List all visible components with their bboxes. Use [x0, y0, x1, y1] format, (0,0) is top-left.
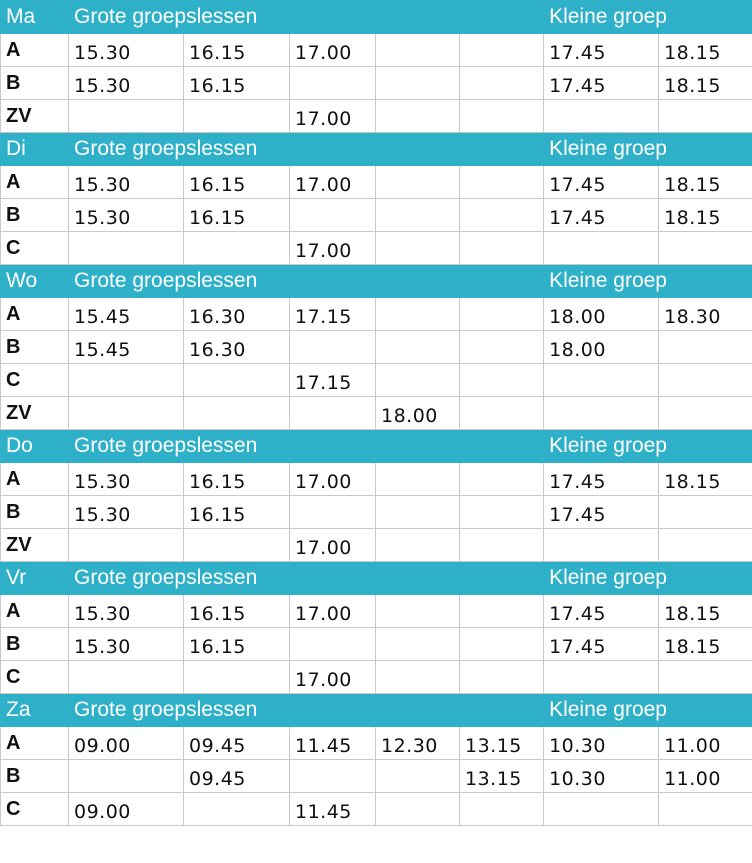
- time-cell: 18.15: [659, 166, 752, 199]
- time-cell: [376, 364, 460, 397]
- time-cell: 15.30: [69, 463, 184, 496]
- time-cell: [184, 100, 290, 133]
- time-cell: [376, 166, 460, 199]
- group-label: A: [1, 595, 69, 628]
- time-cell: [460, 397, 544, 430]
- group-label: A: [1, 463, 69, 496]
- day-header-row: [1, 1, 752, 34]
- time-cell: [290, 628, 376, 661]
- time-cell: 15.30: [69, 34, 184, 67]
- time-cell: 17.00: [290, 232, 376, 265]
- group-label: B: [1, 67, 69, 100]
- table-row: [1, 232, 752, 265]
- time-cell: [544, 100, 659, 133]
- time-cell: 15.30: [69, 595, 184, 628]
- time-cell: 17.45: [544, 496, 659, 529]
- time-cell: [659, 661, 752, 694]
- time-cell: 16.30: [184, 331, 290, 364]
- table-row: [1, 727, 752, 760]
- time-cell: [184, 529, 290, 562]
- day-label: Ma: [1, 1, 69, 34]
- time-cell: [659, 496, 752, 529]
- time-cell: 17.00: [290, 463, 376, 496]
- time-cell: [460, 793, 544, 826]
- time-cell: [290, 67, 376, 100]
- time-cell: [184, 661, 290, 694]
- time-cell: 17.00: [290, 34, 376, 67]
- time-cell: [659, 331, 752, 364]
- table-row: [1, 166, 752, 199]
- time-cell: 18.15: [659, 595, 752, 628]
- time-cell: [376, 760, 460, 793]
- time-cell: [376, 298, 460, 331]
- table-row: [1, 595, 752, 628]
- time-cell: 09.00: [69, 793, 184, 826]
- time-cell: [659, 232, 752, 265]
- time-cell: [290, 331, 376, 364]
- group-label: C: [1, 364, 69, 397]
- time-cell: [290, 199, 376, 232]
- table-row: [1, 331, 752, 364]
- time-cell: 18.00: [376, 397, 460, 430]
- group-label: C: [1, 793, 69, 826]
- time-cell: [290, 397, 376, 430]
- table-row: [1, 661, 752, 694]
- group-label: ZV: [1, 397, 69, 430]
- time-cell: 16.15: [184, 34, 290, 67]
- time-cell: [69, 529, 184, 562]
- time-cell: [460, 298, 544, 331]
- time-cell: [544, 232, 659, 265]
- time-cell: 18.15: [659, 67, 752, 100]
- group-label: B: [1, 760, 69, 793]
- day-header-row: [1, 265, 752, 298]
- small-group-header: Kleine groep: [544, 430, 752, 463]
- day-header-row: [1, 562, 752, 595]
- time-cell: [184, 232, 290, 265]
- time-cell: 17.00: [290, 100, 376, 133]
- day-label: Do: [1, 430, 69, 463]
- table-row: [1, 67, 752, 100]
- time-cell: 16.15: [184, 595, 290, 628]
- time-cell: [659, 529, 752, 562]
- time-cell: [376, 34, 460, 67]
- time-cell: [69, 364, 184, 397]
- time-cell: [376, 496, 460, 529]
- time-cell: 18.15: [659, 463, 752, 496]
- time-cell: 16.15: [184, 496, 290, 529]
- time-cell: 18.00: [544, 331, 659, 364]
- time-cell: [460, 67, 544, 100]
- time-cell: 15.45: [69, 331, 184, 364]
- table-row: [1, 529, 752, 562]
- time-cell: [659, 100, 752, 133]
- time-cell: [69, 232, 184, 265]
- large-group-header: Grote groepslessen: [69, 265, 544, 298]
- time-cell: 10.30: [544, 727, 659, 760]
- group-label: B: [1, 628, 69, 661]
- day-label: Za: [1, 694, 69, 727]
- group-label: C: [1, 661, 69, 694]
- large-group-header: Grote groepslessen: [69, 1, 544, 34]
- time-cell: 17.45: [544, 34, 659, 67]
- time-cell: 16.15: [184, 463, 290, 496]
- day-header-row: [1, 430, 752, 463]
- time-cell: [460, 529, 544, 562]
- time-cell: [376, 199, 460, 232]
- time-cell: 17.15: [290, 298, 376, 331]
- time-cell: [460, 100, 544, 133]
- time-cell: 17.45: [544, 463, 659, 496]
- time-cell: 17.00: [290, 166, 376, 199]
- time-cell: 15.30: [69, 67, 184, 100]
- time-cell: 18.15: [659, 199, 752, 232]
- schedule-body: [1, 1, 752, 826]
- time-cell: 17.00: [290, 529, 376, 562]
- day-label: Vr: [1, 562, 69, 595]
- time-cell: 15.30: [69, 496, 184, 529]
- time-cell: 16.15: [184, 166, 290, 199]
- time-cell: [460, 628, 544, 661]
- time-cell: 09.45: [184, 760, 290, 793]
- time-cell: [460, 34, 544, 67]
- time-cell: [184, 793, 290, 826]
- table-row: [1, 298, 752, 331]
- time-cell: [460, 496, 544, 529]
- table-row: [1, 760, 752, 793]
- time-cell: [69, 100, 184, 133]
- time-cell: [544, 364, 659, 397]
- time-cell: 18.15: [659, 628, 752, 661]
- day-header-row: [1, 133, 752, 166]
- table-row: [1, 628, 752, 661]
- time-cell: [290, 760, 376, 793]
- time-cell: 17.15: [290, 364, 376, 397]
- large-group-header: Grote groepslessen: [69, 562, 544, 595]
- day-header-row: [1, 694, 752, 727]
- time-cell: 17.45: [544, 199, 659, 232]
- time-cell: 17.00: [290, 595, 376, 628]
- large-group-header: Grote groepslessen: [69, 694, 544, 727]
- time-cell: [460, 661, 544, 694]
- table-row: [1, 34, 752, 67]
- time-cell: 15.30: [69, 166, 184, 199]
- time-cell: 09.00: [69, 727, 184, 760]
- time-cell: [376, 463, 460, 496]
- time-cell: 17.00: [290, 661, 376, 694]
- table-row: [1, 463, 752, 496]
- table-row: [1, 364, 752, 397]
- group-label: B: [1, 331, 69, 364]
- time-cell: [544, 529, 659, 562]
- time-cell: [376, 67, 460, 100]
- time-cell: 18.15: [659, 34, 752, 67]
- time-cell: [460, 232, 544, 265]
- time-cell: 17.45: [544, 166, 659, 199]
- time-cell: 15.30: [69, 628, 184, 661]
- time-cell: [460, 331, 544, 364]
- group-label: B: [1, 199, 69, 232]
- group-label: A: [1, 298, 69, 331]
- time-cell: [184, 397, 290, 430]
- table-row: [1, 199, 752, 232]
- table-row: [1, 496, 752, 529]
- small-group-header: Kleine groep: [544, 562, 752, 595]
- time-cell: [460, 166, 544, 199]
- time-cell: [184, 364, 290, 397]
- time-cell: 18.30: [659, 298, 752, 331]
- time-cell: 13.15: [460, 727, 544, 760]
- time-cell: [290, 496, 376, 529]
- group-label: ZV: [1, 100, 69, 133]
- table-row: [1, 100, 752, 133]
- time-cell: [376, 595, 460, 628]
- time-cell: [69, 661, 184, 694]
- group-label: A: [1, 166, 69, 199]
- table-row: [1, 793, 752, 826]
- time-cell: [376, 232, 460, 265]
- time-cell: [460, 199, 544, 232]
- time-cell: 17.45: [544, 628, 659, 661]
- time-cell: [544, 661, 659, 694]
- time-cell: [376, 331, 460, 364]
- time-cell: 13.15: [460, 760, 544, 793]
- large-group-header: Grote groepslessen: [69, 133, 544, 166]
- time-cell: 16.15: [184, 628, 290, 661]
- time-cell: 12.30: [376, 727, 460, 760]
- small-group-header: Kleine groep: [544, 133, 752, 166]
- time-cell: 15.45: [69, 298, 184, 331]
- group-label: A: [1, 34, 69, 67]
- day-label: Wo: [1, 265, 69, 298]
- time-cell: [376, 628, 460, 661]
- time-cell: 11.45: [290, 793, 376, 826]
- time-cell: [376, 793, 460, 826]
- time-cell: [69, 397, 184, 430]
- large-group-header: Grote groepslessen: [69, 430, 544, 463]
- time-cell: [659, 364, 752, 397]
- time-cell: 11.00: [659, 727, 752, 760]
- time-cell: [376, 661, 460, 694]
- day-label: Di: [1, 133, 69, 166]
- small-group-header: Kleine groep: [544, 1, 752, 34]
- time-cell: [544, 397, 659, 430]
- small-group-header: Kleine groep: [544, 265, 752, 298]
- time-cell: 15.30: [69, 199, 184, 232]
- time-cell: [659, 397, 752, 430]
- time-cell: 10.30: [544, 760, 659, 793]
- time-cell: [544, 793, 659, 826]
- group-label: ZV: [1, 529, 69, 562]
- time-cell: 16.15: [184, 199, 290, 232]
- group-label: A: [1, 727, 69, 760]
- time-cell: [659, 793, 752, 826]
- time-cell: 17.45: [544, 67, 659, 100]
- time-cell: 09.45: [184, 727, 290, 760]
- time-cell: 17.45: [544, 595, 659, 628]
- time-cell: 18.00: [544, 298, 659, 331]
- time-cell: [460, 595, 544, 628]
- time-cell: [460, 463, 544, 496]
- table-row: [1, 397, 752, 430]
- group-label: C: [1, 232, 69, 265]
- time-cell: 16.30: [184, 298, 290, 331]
- time-cell: [69, 760, 184, 793]
- time-cell: 11.00: [659, 760, 752, 793]
- group-label: B: [1, 496, 69, 529]
- time-cell: 16.15: [184, 67, 290, 100]
- small-group-header: Kleine groep: [544, 694, 752, 727]
- time-cell: [460, 364, 544, 397]
- time-cell: 11.45: [290, 727, 376, 760]
- time-cell: [376, 100, 460, 133]
- time-cell: [376, 529, 460, 562]
